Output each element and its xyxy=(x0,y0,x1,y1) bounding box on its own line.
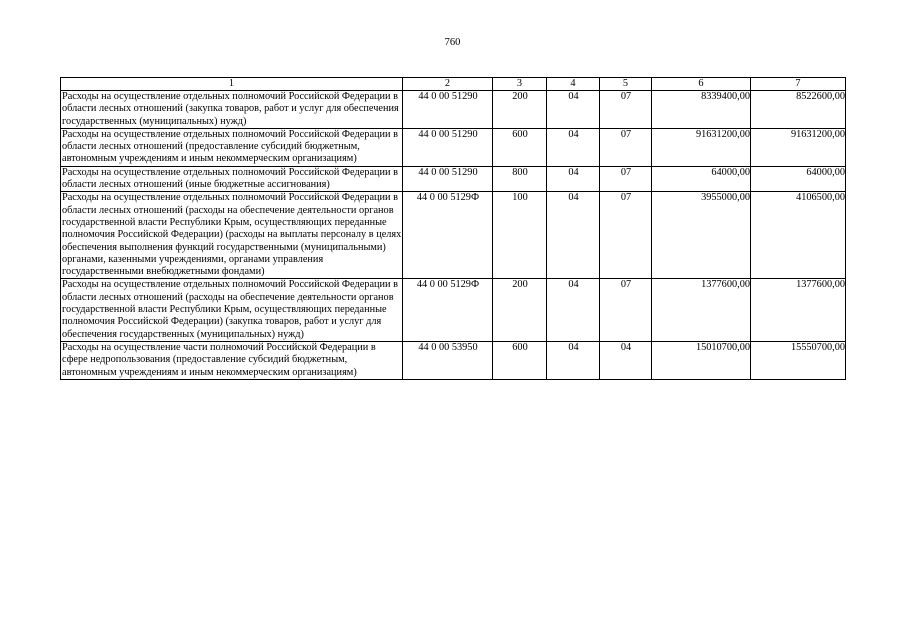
row-amount-1: 8339400,00 xyxy=(652,91,751,129)
row-subsection: 07 xyxy=(600,166,652,192)
row-code: 44 0 00 5129Ф xyxy=(403,192,493,279)
header-col-6: 6 xyxy=(652,78,751,91)
row-amount-2: 64000,00 xyxy=(751,166,846,192)
row-code: 44 0 00 51290 xyxy=(403,91,493,129)
header-row xyxy=(61,78,846,91)
row-code: 44 0 00 53950 xyxy=(403,341,493,379)
row-subsection: 07 xyxy=(600,128,652,166)
row-section: 04 xyxy=(547,279,600,341)
table-row xyxy=(61,166,846,192)
row-amount-2: 15550700,00 xyxy=(751,341,846,379)
row-description: Расходы на осуществление отдельных полномочий Российской Федерации в области лесных отношений (расходы на обеспечение деятельности органов государственной власти Республики Крым, осуществляющих переданные полномочия Российской Федерации) (расходы на выплаты персоналу в целях обеспечения выполнения функций государственными (муниципальными) органами, казенными учреждениями, органами управления государственными внебюджетными фондами) xyxy=(62,192,402,278)
row-subsection: 07 xyxy=(600,91,652,129)
page-number: 760 xyxy=(444,37,461,48)
row-type: 800 xyxy=(493,166,547,192)
row-section: 04 xyxy=(547,341,600,379)
row-amount-1: 64000,00 xyxy=(652,166,751,192)
row-amount-1: 15010700,00 xyxy=(652,341,751,379)
row-description: Расходы на осуществление отдельных полномочий Российской Федерации в области лесных отношений (предоставление субсидий бюджетным, автономным учреждениям и иным некоммерческим организациям) xyxy=(61,128,403,166)
row-type: 200 xyxy=(493,279,547,341)
row-section: 04 xyxy=(547,192,600,279)
row-code: 44 0 00 5129Ф xyxy=(403,279,493,341)
row-code: 44 0 00 51290 xyxy=(403,128,493,166)
row-section: 04 xyxy=(547,91,600,129)
row-type: 100 xyxy=(493,192,547,279)
row-amount-2: 91631200,00 xyxy=(751,128,846,166)
row-type: 600 xyxy=(493,341,547,379)
row-subsection: 07 xyxy=(600,192,652,279)
header-col-1: 1 xyxy=(61,78,403,91)
table-row xyxy=(61,128,846,166)
row-section: 04 xyxy=(547,166,600,192)
row-amount-2: 8522600,00 xyxy=(751,91,846,129)
row-description: Расходы на осуществление отдельных полномочий Российской Федерации в области лесных отношений (иные бюджетные ассигнования) xyxy=(61,166,403,192)
row-description: Расходы на осуществление отдельных полномочий Российской Федерации в области лесных отношений (расходы на обеспечение деятельности органов государственной власти Республики Крым, осуществляющих переданные полномочия Российской Федерации) (закупка товаров, работ и услуг для обеспечения государственных (муниципальных) нужд) xyxy=(61,279,403,341)
row-amount-2: 1377600,00 xyxy=(751,279,846,341)
row-amount-1: 3955000,00 xyxy=(652,192,751,279)
table-row xyxy=(61,91,846,129)
header-col-2: 2 xyxy=(403,78,493,91)
row-description: Расходы на осуществление отдельных полномочий Российской Федерации в области лесных отношений (закупка товаров, работ и услуг для обеспечения государственных (муниципальных) нужд) xyxy=(61,91,403,129)
row-amount-1: 1377600,00 xyxy=(652,279,751,341)
table-row xyxy=(61,341,846,379)
budget-table xyxy=(60,77,846,380)
row-type: 600 xyxy=(493,128,547,166)
row-code: 44 0 00 51290 xyxy=(403,166,493,192)
row-amount-2: 4106500,00 xyxy=(751,192,846,279)
row-section: 04 xyxy=(547,128,600,166)
header-col-5: 5 xyxy=(600,78,652,91)
row-subsection: 04 xyxy=(600,341,652,379)
header-col-4: 4 xyxy=(547,78,600,91)
header-col-3: 3 xyxy=(493,78,547,91)
row-description: Расходы на осуществление части полномочий Российской Федерации в сфере недропользования (предоставление субсидий бюджетным, автономным учреждениям и иным некоммерческим организациям) xyxy=(61,341,403,379)
row-subsection: 07 xyxy=(600,279,652,341)
row-amount-1: 91631200,00 xyxy=(652,128,751,166)
table-row xyxy=(61,279,846,341)
table-row xyxy=(61,192,846,279)
header-col-7: 7 xyxy=(751,78,846,91)
row-type: 200 xyxy=(493,91,547,129)
